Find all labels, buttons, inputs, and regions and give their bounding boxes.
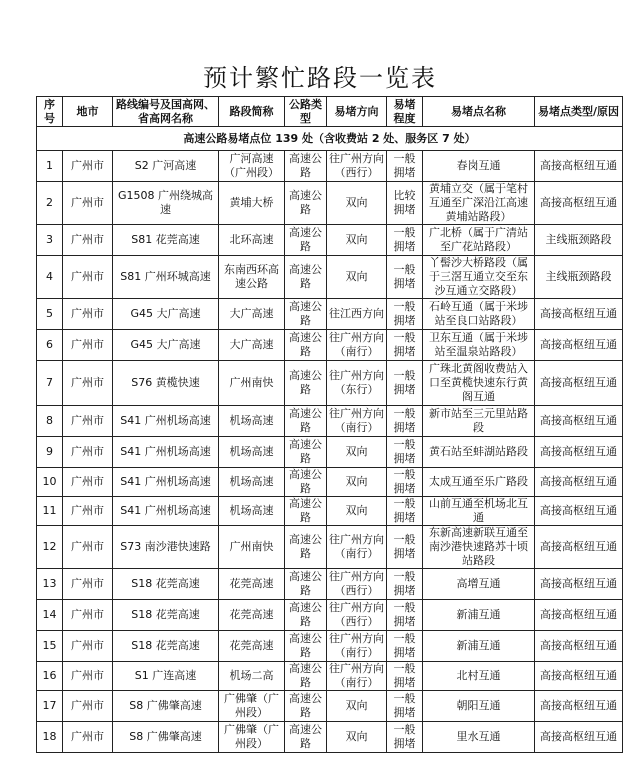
table-row: [37, 497, 623, 526]
cell-direction: 双向: [327, 497, 387, 526]
cell-type: 高速公路: [285, 182, 327, 225]
cell-type: 高速公路: [285, 151, 327, 182]
cell-route: G45 大广高速: [113, 330, 219, 361]
cell-section: 机场高速: [219, 406, 285, 437]
cell-city: 广州市: [63, 526, 113, 569]
cell-direction: 往广州方向（西行）: [327, 151, 387, 182]
congestion-table: [36, 96, 623, 753]
cell-level: 一般拥堵: [387, 569, 423, 600]
cell-type: 高速公路: [285, 256, 327, 299]
cell-route: S76 黄榄快速: [113, 361, 219, 406]
table-row: [37, 182, 623, 225]
cell-route: G45 大广高速: [113, 299, 219, 330]
cell-direction: 双向: [327, 468, 387, 497]
cell-type: 高速公路: [285, 468, 327, 497]
cell-level: 比较拥堵: [387, 182, 423, 225]
cell-level: 一般拥堵: [387, 256, 423, 299]
cell-type: 高速公路: [285, 437, 327, 468]
table-subtitle: 高速公路易堵点位 139 处（含收费站 2 处、服务区 7 处）: [37, 127, 623, 151]
cell-reason: 高接高枢纽互通: [535, 406, 623, 437]
table-row: [37, 526, 623, 569]
table-row: [37, 151, 623, 182]
cell-type: 高速公路: [285, 569, 327, 600]
cell-point: 广珠北黄阁收费站入口至黄榄快速东行黄阁互通: [423, 361, 535, 406]
cell-section: 机场高速: [219, 497, 285, 526]
cell-reason: 高接高枢纽互通: [535, 526, 623, 569]
table-row: [37, 631, 623, 662]
cell-point: 太成互通至乐广路段: [423, 468, 535, 497]
cell-level: 一般拥堵: [387, 299, 423, 330]
cell-section: 广州南快: [219, 526, 285, 569]
cell-direction: 双向: [327, 256, 387, 299]
cell-no: 7: [37, 361, 63, 406]
header-reason: 易堵点类型/原因: [535, 97, 623, 127]
cell-section: 大广高速: [219, 330, 285, 361]
cell-level: 一般拥堵: [387, 437, 423, 468]
cell-route: S1 广连高速: [113, 662, 219, 691]
cell-direction: 双向: [327, 225, 387, 256]
cell-city: 广州市: [63, 256, 113, 299]
cell-point: 广北桥（属于广清站至广花站路段）: [423, 225, 535, 256]
cell-level: 一般拥堵: [387, 468, 423, 497]
cell-section: 大广高速: [219, 299, 285, 330]
cell-reason: 高接高枢纽互通: [535, 662, 623, 691]
cell-type: 高速公路: [285, 526, 327, 569]
cell-type: 高速公路: [285, 691, 327, 722]
cell-reason: 主线瓶颈路段: [535, 256, 623, 299]
cell-point: 春岗互通: [423, 151, 535, 182]
cell-point: 新浦互通: [423, 631, 535, 662]
cell-no: 13: [37, 569, 63, 600]
cell-city: 广州市: [63, 569, 113, 600]
cell-point: 卫东互通（属于米埗站至温泉站路段）: [423, 330, 535, 361]
cell-point: 丫髻沙大桥路段（属于三滘互通立交至东沙互通立交路段）: [423, 256, 535, 299]
cell-route: S73 南沙港快速路: [113, 526, 219, 569]
cell-type: 高速公路: [285, 662, 327, 691]
cell-level: 一般拥堵: [387, 225, 423, 256]
cell-reason: 高接高枢纽互通: [535, 468, 623, 497]
page-title: 预计繁忙路段一览表: [203, 64, 437, 92]
cell-type: 高速公路: [285, 330, 327, 361]
header-type: 公路类型: [285, 97, 327, 127]
cell-city: 广州市: [63, 497, 113, 526]
cell-direction: 往广州方向（东行）: [327, 361, 387, 406]
cell-reason: 高接高枢纽互通: [535, 299, 623, 330]
cell-no: 6: [37, 330, 63, 361]
cell-city: 广州市: [63, 691, 113, 722]
cell-point: 石岭互通（属于米埗站至良口站路段）: [423, 299, 535, 330]
cell-reason: 高接高枢纽互通: [535, 600, 623, 631]
cell-level: 一般拥堵: [387, 406, 423, 437]
cell-section: 花莞高速: [219, 600, 285, 631]
cell-point: 山前互通至机场北互通: [423, 497, 535, 526]
cell-city: 广州市: [63, 361, 113, 406]
cell-type: 高速公路: [285, 406, 327, 437]
header-direction: 易堵方向: [327, 97, 387, 127]
cell-section: 广佛肇（广州段）: [219, 722, 285, 753]
cell-city: 广州市: [63, 631, 113, 662]
cell-type: 高速公路: [285, 722, 327, 753]
cell-city: 广州市: [63, 600, 113, 631]
table-row: [37, 437, 623, 468]
cell-level: 一般拥堵: [387, 631, 423, 662]
table-row: [37, 722, 623, 753]
cell-no: 1: [37, 151, 63, 182]
cell-point: 北村互通: [423, 662, 535, 691]
table-row: [37, 225, 623, 256]
cell-point: 东新高速新联互通至南沙港快速路苏十顷站路段: [423, 526, 535, 569]
header-point: 易堵点名称: [423, 97, 535, 127]
cell-level: 一般拥堵: [387, 600, 423, 631]
cell-city: 广州市: [63, 722, 113, 753]
cell-route: S18 花莞高速: [113, 600, 219, 631]
cell-no: 14: [37, 600, 63, 631]
header-no: 序号: [37, 97, 63, 127]
cell-section: 广河高速（广州段）: [219, 151, 285, 182]
table-row: [37, 569, 623, 600]
cell-type: 高速公路: [285, 631, 327, 662]
cell-section: 机场高速: [219, 468, 285, 497]
cell-route: S8 广佛肇高速: [113, 722, 219, 753]
cell-section: 花莞高速: [219, 569, 285, 600]
cell-direction: 双向: [327, 722, 387, 753]
cell-point: 朝阳互通: [423, 691, 535, 722]
cell-direction: 往广州方向（南行）: [327, 406, 387, 437]
cell-route: S41 广州机场高速: [113, 468, 219, 497]
cell-no: 9: [37, 437, 63, 468]
cell-no: 16: [37, 662, 63, 691]
cell-route: S18 花莞高速: [113, 569, 219, 600]
cell-reason: 高接高枢纽互通: [535, 631, 623, 662]
cell-route: S41 广州机场高速: [113, 497, 219, 526]
cell-direction: 往江西方向: [327, 299, 387, 330]
cell-type: 高速公路: [285, 225, 327, 256]
cell-section: 花莞高速: [219, 631, 285, 662]
cell-city: 广州市: [63, 662, 113, 691]
cell-route: S41 广州机场高速: [113, 437, 219, 468]
cell-point: 黄石站至蚌湖站路段: [423, 437, 535, 468]
cell-no: 11: [37, 497, 63, 526]
cell-direction: 双向: [327, 182, 387, 225]
cell-direction: 双向: [327, 691, 387, 722]
cell-reason: 高接高枢纽互通: [535, 330, 623, 361]
cell-direction: 往广州方向（南行）: [327, 526, 387, 569]
table-row: [37, 600, 623, 631]
cell-section: 广州南快: [219, 361, 285, 406]
cell-reason: 高接高枢纽互通: [535, 497, 623, 526]
cell-reason: 高接高枢纽互通: [535, 691, 623, 722]
cell-route: S81 广州环城高速: [113, 256, 219, 299]
cell-reason: 高接高枢纽互通: [535, 182, 623, 225]
cell-level: 一般拥堵: [387, 151, 423, 182]
cell-section: 北环高速: [219, 225, 285, 256]
cell-type: 高速公路: [285, 600, 327, 631]
cell-direction: 往广州方向（西行）: [327, 569, 387, 600]
cell-route: S18 花莞高速: [113, 631, 219, 662]
cell-level: 一般拥堵: [387, 361, 423, 406]
cell-reason: 高接高枢纽互通: [535, 437, 623, 468]
cell-no: 10: [37, 468, 63, 497]
cell-level: 一般拥堵: [387, 330, 423, 361]
cell-no: 15: [37, 631, 63, 662]
cell-level: 一般拥堵: [387, 691, 423, 722]
cell-no: 17: [37, 691, 63, 722]
cell-city: 广州市: [63, 299, 113, 330]
cell-direction: 往广州方向（南行）: [327, 662, 387, 691]
cell-city: 广州市: [63, 225, 113, 256]
cell-route: S8 广佛肇高速: [113, 691, 219, 722]
cell-no: 5: [37, 299, 63, 330]
cell-no: 18: [37, 722, 63, 753]
cell-city: 广州市: [63, 437, 113, 468]
cell-level: 一般拥堵: [387, 526, 423, 569]
cell-no: 2: [37, 182, 63, 225]
header-section: 路段简称: [219, 97, 285, 127]
cell-section: 黄埔大桥: [219, 182, 285, 225]
cell-type: 高速公路: [285, 299, 327, 330]
cell-level: 一般拥堵: [387, 722, 423, 753]
cell-point: 高增互通: [423, 569, 535, 600]
cell-route: S2 广河高速: [113, 151, 219, 182]
cell-direction: 往广州方向（西行）: [327, 600, 387, 631]
table-subtitle-row: [37, 127, 623, 151]
table-row: [37, 406, 623, 437]
cell-reason: 高接高枢纽互通: [535, 569, 623, 600]
cell-no: 4: [37, 256, 63, 299]
cell-type: 高速公路: [285, 361, 327, 406]
cell-direction: 往广州方向（南行）: [327, 330, 387, 361]
cell-no: 3: [37, 225, 63, 256]
table-row: [37, 361, 623, 406]
cell-section: 广佛肇（广州段）: [219, 691, 285, 722]
cell-route: G1508 广州绕城高速: [113, 182, 219, 225]
cell-direction: 往广州方向（南行）: [327, 631, 387, 662]
cell-no: 8: [37, 406, 63, 437]
cell-section: 机场高速: [219, 437, 285, 468]
cell-route: S81 花莞高速: [113, 225, 219, 256]
cell-section: 机场二高: [219, 662, 285, 691]
cell-section: 东南西环高速公路: [219, 256, 285, 299]
cell-point: 里水互通: [423, 722, 535, 753]
cell-no: 12: [37, 526, 63, 569]
cell-level: 一般拥堵: [387, 497, 423, 526]
cell-route: S41 广州机场高速: [113, 406, 219, 437]
cell-city: 广州市: [63, 406, 113, 437]
header-city: 地市: [63, 97, 113, 127]
cell-reason: 高接高枢纽互通: [535, 722, 623, 753]
table-header-row: [37, 97, 623, 127]
cell-city: 广州市: [63, 468, 113, 497]
cell-level: 一般拥堵: [387, 662, 423, 691]
table-row: [37, 299, 623, 330]
table-row: [37, 330, 623, 361]
table-row: [37, 691, 623, 722]
cell-point: 黄埔立交（属于笔村互通至广深沿江高速黄埔站路段）: [423, 182, 535, 225]
header-level: 易堵程度: [387, 97, 423, 127]
cell-point: 新浦互通: [423, 600, 535, 631]
table-row: [37, 256, 623, 299]
cell-direction: 双向: [327, 437, 387, 468]
cell-reason: 高接高枢纽互通: [535, 361, 623, 406]
header-route: 路线编号及国高网、省高网名称: [113, 97, 219, 127]
table-row: [37, 662, 623, 691]
table-row: [37, 468, 623, 497]
cell-reason: 主线瓶颈路段: [535, 225, 623, 256]
cell-type: 高速公路: [285, 497, 327, 526]
cell-reason: 高接高枢纽互通: [535, 151, 623, 182]
cell-city: 广州市: [63, 151, 113, 182]
cell-point: 新市站至三元里站路段: [423, 406, 535, 437]
cell-city: 广州市: [63, 182, 113, 225]
cell-city: 广州市: [63, 330, 113, 361]
